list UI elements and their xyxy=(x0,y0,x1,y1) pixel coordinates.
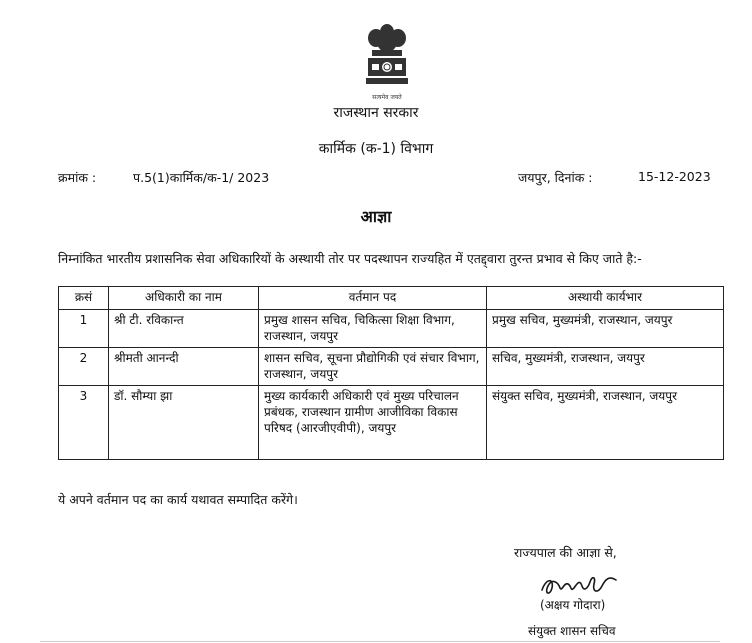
divider xyxy=(40,641,720,642)
order-title: आज्ञा xyxy=(360,207,392,226)
cell-officer-name: श्री टी. रविकान्त xyxy=(109,310,259,348)
cell-officer-name: श्रीमती आनन्दी xyxy=(109,348,259,386)
cell-temporary-charge: सचिव, मुख्यमंत्री, राजस्थान, जयपुर xyxy=(487,348,724,386)
posting-table xyxy=(58,286,724,460)
order-date: 15-12-2023 xyxy=(638,169,711,184)
table-row xyxy=(59,348,724,386)
cell-temporary-charge: प्रमुख सचिव, मुख्यमंत्री, राजस्थान, जयपुर xyxy=(487,310,724,348)
cell-current-post: मुख्य कार्यकारी अधिकारी एवं मुख्य परिचालन प्रबंधक, राजस्थान ग्रामीण आजीविका विकास परिषद (आरजीएवीपी), जयपुर xyxy=(259,386,487,460)
cell-sn: 3 xyxy=(59,386,109,460)
intro-text: निम्नांकित भारतीय प्रशासनिक सेवा अधिकारियों के अस्थायी तोर पर पदस्थापन राज्यहित में एतद्द्वारा तुरन्त प्रभाव से किए जाते है:- xyxy=(58,251,642,266)
table-header-row xyxy=(59,287,724,310)
signer-name: (अक्षय गोदारा) xyxy=(540,598,606,612)
col-header-current-post: वर्तमान पद xyxy=(259,287,487,310)
order-number-label: क्रमांक : xyxy=(58,170,97,185)
cell-current-post: प्रमुख शासन सचिव, चिकित्सा शिक्षा विभाग, राजस्थान, जयपुर xyxy=(259,310,487,348)
cell-officer-name: डॉ. सौम्या झा xyxy=(109,386,259,460)
col-header-sn: क्रसं xyxy=(59,287,109,310)
signer-designation: संयुक्त शासन सचिव xyxy=(528,624,616,638)
table-row xyxy=(59,386,724,460)
order-number: प.5(1)कार्मिक/क-1/ 2023 xyxy=(133,170,270,185)
cell-sn: 2 xyxy=(59,348,109,386)
place-date-label: जयपुर, दिनांक : xyxy=(518,170,593,185)
closing-text: ये अपने वर्तमान पद का कार्य यथावत सम्पादित करेंगे। xyxy=(58,492,298,507)
emblem-motto: सत्यमेव जयते xyxy=(372,94,402,101)
col-header-name: अधिकारी का नाम xyxy=(109,287,259,310)
department-name: कार्मिक (क-1) विभाग xyxy=(318,141,434,157)
cell-temporary-charge: संयुक्त सचिव, मुख्यमंत्री, राजस्थान, जयपुर xyxy=(487,386,724,460)
table-row xyxy=(59,310,724,348)
cell-sn: 1 xyxy=(59,310,109,348)
government-name: राजस्थान सरकार xyxy=(333,105,419,121)
by-order-text: राज्यपाल की आज्ञा से, xyxy=(514,545,617,560)
cell-current-post: शासन सचिव, सूचना प्रौद्योगिकी एवं संचार विभाग, राजस्थान, जयपुर xyxy=(259,348,487,386)
col-header-temporary-charge: अस्थायी कार्यभार xyxy=(487,287,724,310)
